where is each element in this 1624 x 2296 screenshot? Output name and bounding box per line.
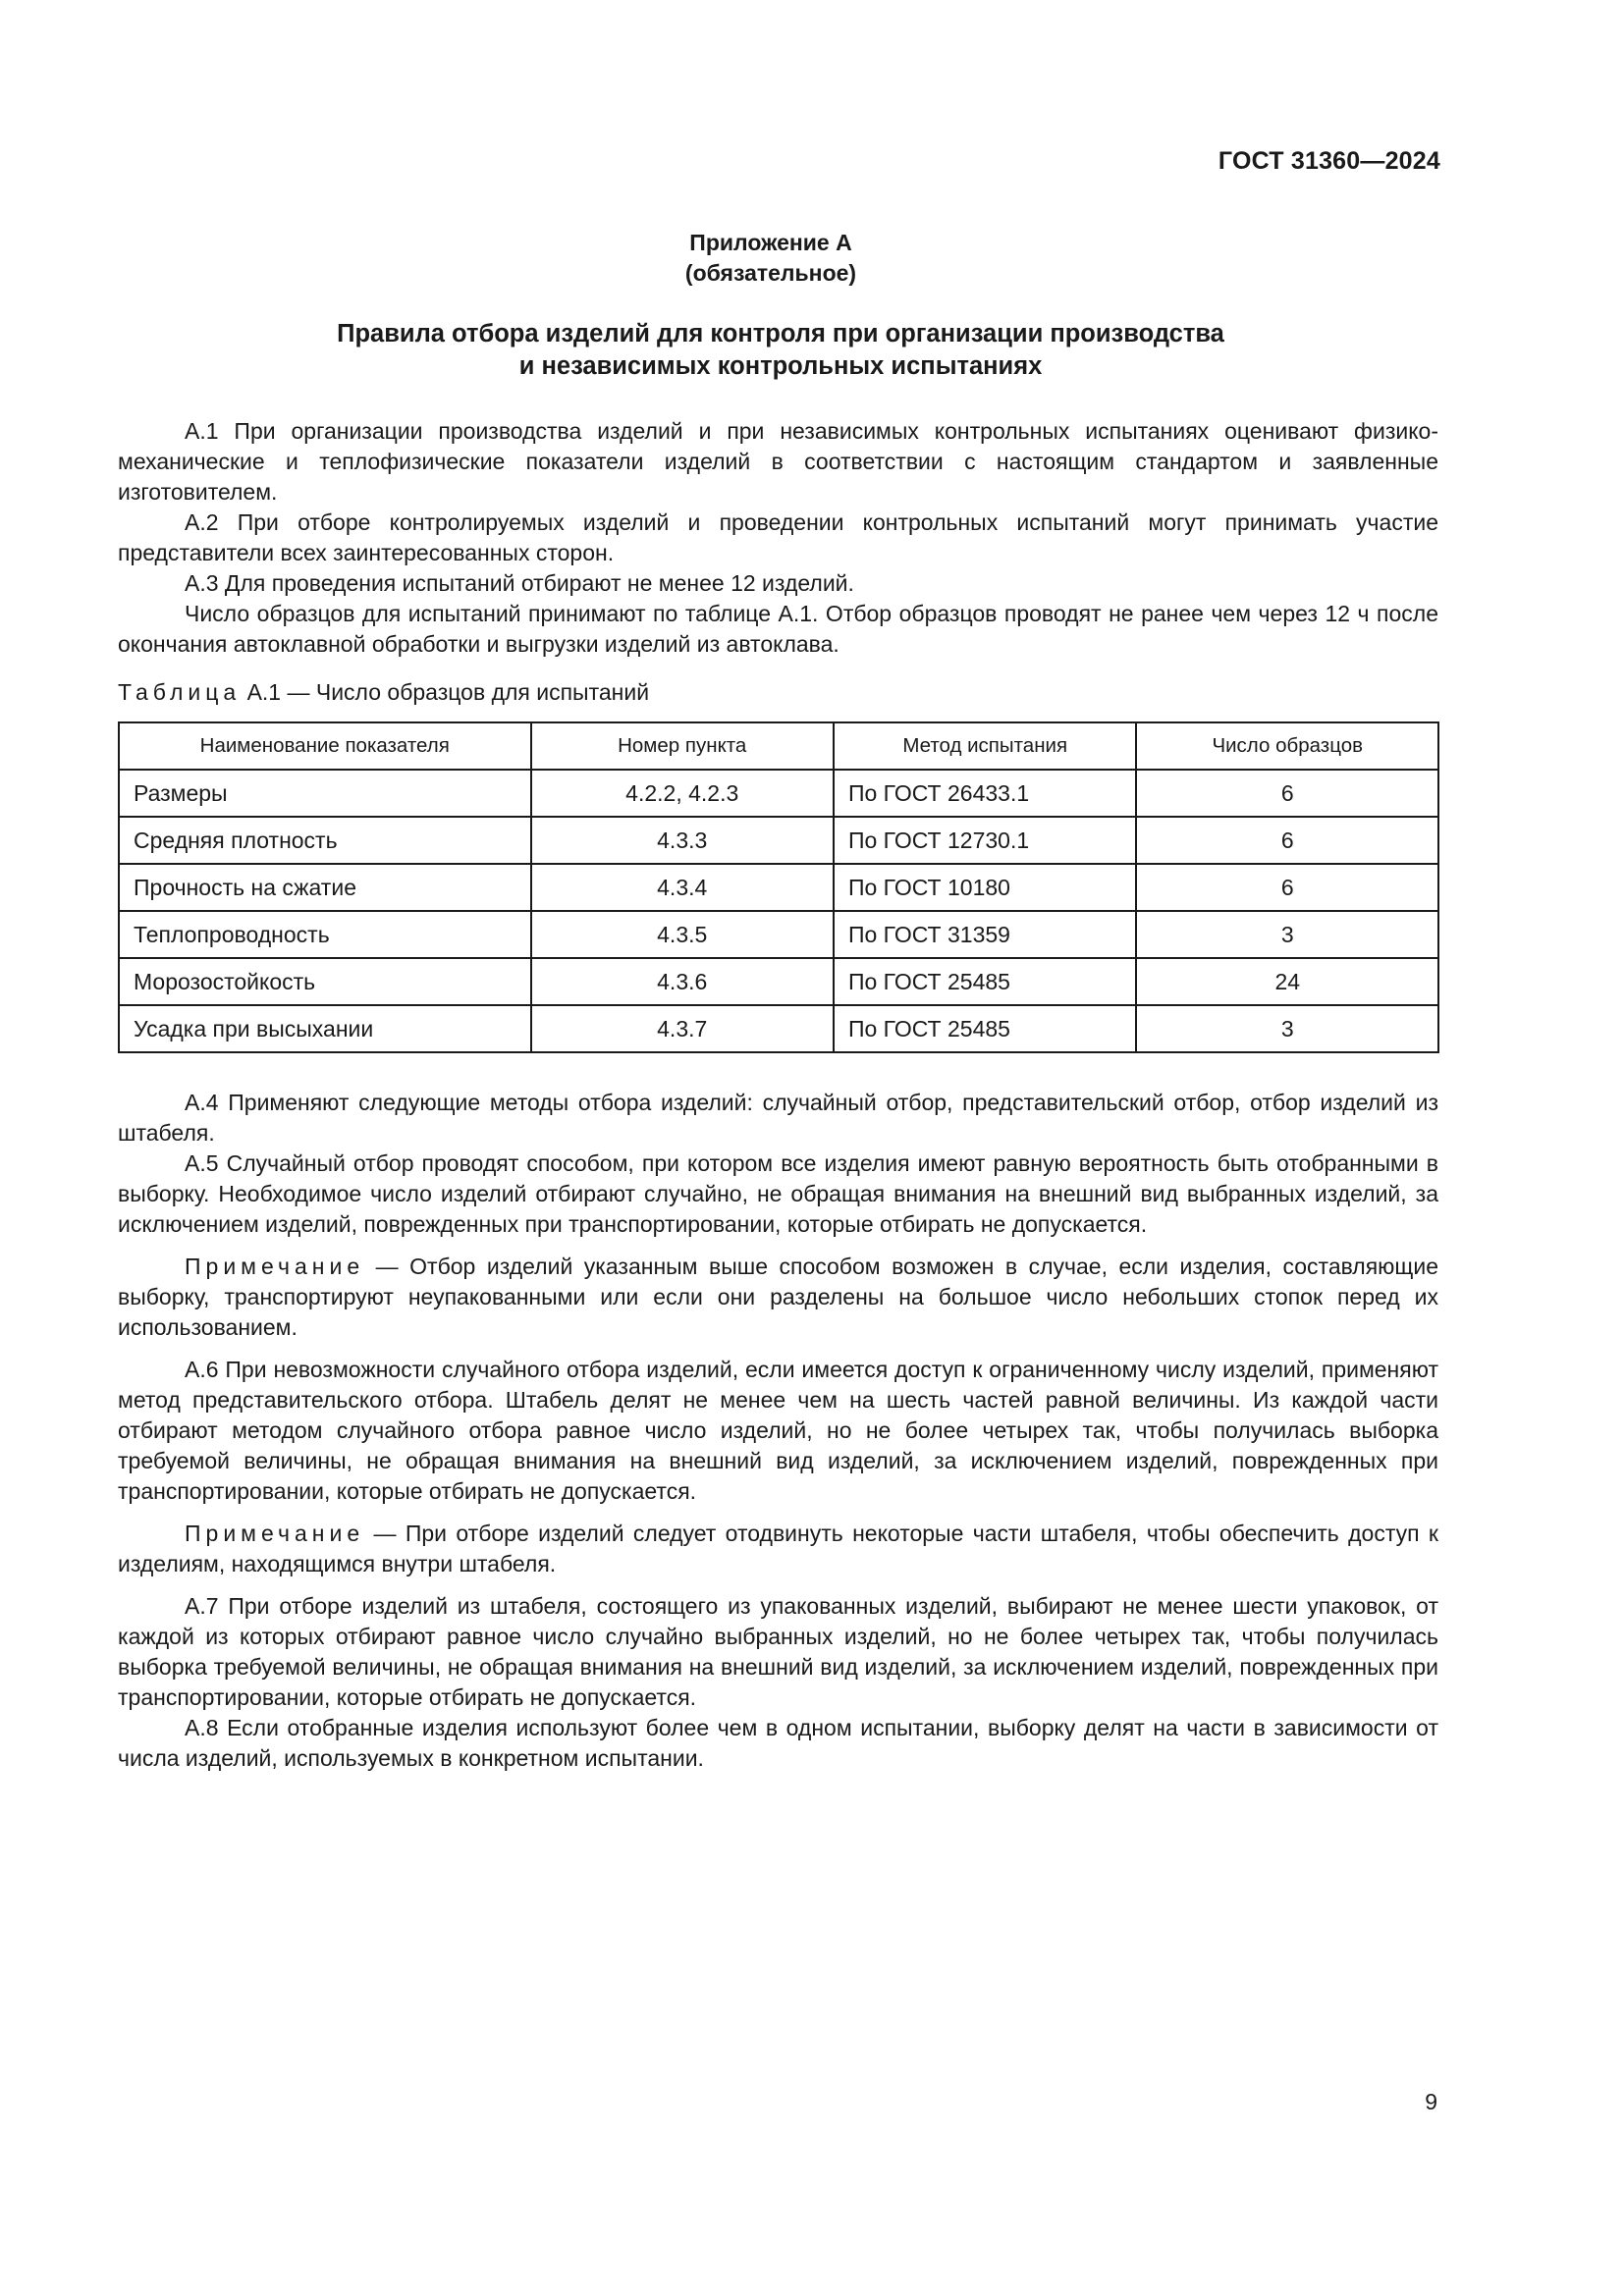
- cell-indicator: Средняя плотность: [119, 817, 531, 864]
- cell-clause: 4.2.2, 4.2.3: [531, 770, 834, 817]
- cell-method: По ГОСТ 25485: [834, 958, 1137, 1005]
- note-2-word: Примечание: [185, 1521, 365, 1546]
- cell-count: 3: [1136, 911, 1438, 958]
- note-2-text: — При отборе изделий следует отодвинуть некоторые части штабеля, чтобы обеспечить доступ к изделиям, находящимся внутри штабеля.: [118, 1521, 1438, 1576]
- table-caption-text: А.1 — Число образцов для испытаний: [241, 679, 650, 705]
- cell-clause: 4.3.5: [531, 911, 834, 958]
- paragraph-a5: А.5 Случайный отбор проводят способом, при котором все изделия имеют равную вероятность быть отобранными в выборку. Необходимое число изделий отбирают случайно, не обращая внимания на внешний вид выбранных изделий, за исключением изделий, поврежденных при транспортировании, которые отбирать не допускается.: [118, 1150, 1438, 1237]
- document-code: ГОСТ 31360—2024: [1218, 147, 1440, 175]
- header-clause-number: Номер пункта: [531, 722, 834, 770]
- cell-clause: 4.3.4: [531, 864, 834, 911]
- cell-indicator: Размеры: [119, 770, 531, 817]
- table-row: [119, 817, 1438, 864]
- header-samples-count: Число образцов: [1136, 722, 1438, 770]
- cell-count: 6: [1136, 864, 1438, 911]
- paragraph-a2: А.2 При отборе контролируемых изделий и проведении контрольных испытаний могут принимать участие представители всех заинтересованных сторон.: [118, 509, 1438, 565]
- cell-count: 24: [1136, 958, 1438, 1005]
- cell-method: По ГОСТ 25485: [834, 1005, 1137, 1052]
- table-row: [119, 1005, 1438, 1052]
- appendix-label: Приложение А: [689, 230, 852, 255]
- header-test-method: Метод испытания: [834, 722, 1137, 770]
- cell-indicator: Теплопроводность: [119, 911, 531, 958]
- paragraph-a4: А.4 Применяют следующие методы отбора изделий: случайный отбор, представительский отбор, отбор изделий из штабеля.: [118, 1090, 1438, 1146]
- cell-indicator: Усадка при высыхании: [119, 1005, 531, 1052]
- samples-table: [118, 721, 1439, 1053]
- note-1: [118, 1252, 1438, 1343]
- cell-clause: 4.3.6: [531, 958, 834, 1005]
- appendix-title: [0, 318, 1561, 383]
- page-number: 9: [1425, 2089, 1437, 2114]
- paragraph-a6: А.6 При невозможности случайного отбора изделий, если имеется доступ к ограниченному числу изделий, применяют метод представительского отбора. Штабель делят не менее чем на шесть частей равной величины. Из каждой части отбирают методом случайного отбора равное число изделий, но не более четырех так, чтобы получилась выборка требуемой величины, не обращая внимания на внешний вид изделий, за исключением изделий, поврежденных при транспортировании, которые отбирать не допускается.: [118, 1357, 1438, 1504]
- paragraph-a7: А.7 При отборе изделий из штабеля, состоящего из упакованных изделий, выбирают не менее шести упаковок, от каждой из которых отбирают равное число случайно выбранных изделий, но не более четырех так, чтобы получилась выборка требуемой величины, не обращая внимания на внешний вид изделий, за исключением изделий, поврежденных при транспортировании, которые отбирать не допускается.: [118, 1593, 1438, 1710]
- text-block-before-table: [118, 416, 1438, 660]
- cell-indicator: Морозостойкость: [119, 958, 531, 1005]
- header-indicator-name: Наименование показателя: [119, 722, 531, 770]
- table-row: [119, 958, 1438, 1005]
- table-row: [119, 770, 1438, 817]
- cell-method: По ГОСТ 10180: [834, 864, 1137, 911]
- paragraph-a1: А.1 При организации производства изделий и при независимых контрольных испытаниях оценивают физико-механические и теплофизические показатели изделий в соответствии с настоящим стандартом и заявленные изготовителем.: [118, 418, 1438, 505]
- cell-count: 3: [1136, 1005, 1438, 1052]
- text-block-after-table: [118, 1088, 1438, 1774]
- cell-count: 6: [1136, 817, 1438, 864]
- cell-count: 6: [1136, 770, 1438, 817]
- table-caption: [118, 677, 649, 708]
- cell-method: По ГОСТ 31359: [834, 911, 1137, 958]
- cell-indicator: Прочность на сжатие: [119, 864, 531, 911]
- note-1-text: — Отбор изделий указанным выше способом возможен в случае, если изделия, составляющие выборку, транспортируют неупакованными или если они разделены на большое число небольших стопок перед их использованием.: [118, 1254, 1438, 1340]
- title-line-2: и независимых контрольных испытаниях: [518, 352, 1043, 380]
- cell-method: По ГОСТ 26433.1: [834, 770, 1137, 817]
- table-row: [119, 864, 1438, 911]
- note-1-word: Примечание: [185, 1254, 365, 1279]
- cell-clause: 4.3.3: [531, 817, 834, 864]
- appendix-status: (обязательное): [684, 260, 857, 286]
- table-header-row: [119, 722, 1438, 770]
- cell-method: По ГОСТ 12730.1: [834, 817, 1137, 864]
- table-caption-word: Таблица: [118, 679, 242, 705]
- paragraph-a3: А.3 Для проведения испытаний отбирают не менее 12 изделий.: [185, 570, 854, 596]
- cell-clause: 4.3.7: [531, 1005, 834, 1052]
- title-line-1: Правила отбора изделий для контроля при организации производства: [337, 320, 1224, 347]
- appendix-heading: [0, 228, 1542, 289]
- table-row: [119, 911, 1438, 958]
- paragraph-a8: А.8 Если отобранные изделия используют более чем в одном испытании, выборку делят на части в зависимости от числа изделий, используемых в конкретном испытании.: [118, 1715, 1438, 1771]
- note-2: [118, 1519, 1438, 1579]
- paragraph-samples-count: Число образцов для испытаний принимают по таблице А.1. Отбор образцов проводят не ранее чем через 12 ч после окончания автоклавной обработки и выгрузки изделий из автоклава.: [118, 601, 1438, 657]
